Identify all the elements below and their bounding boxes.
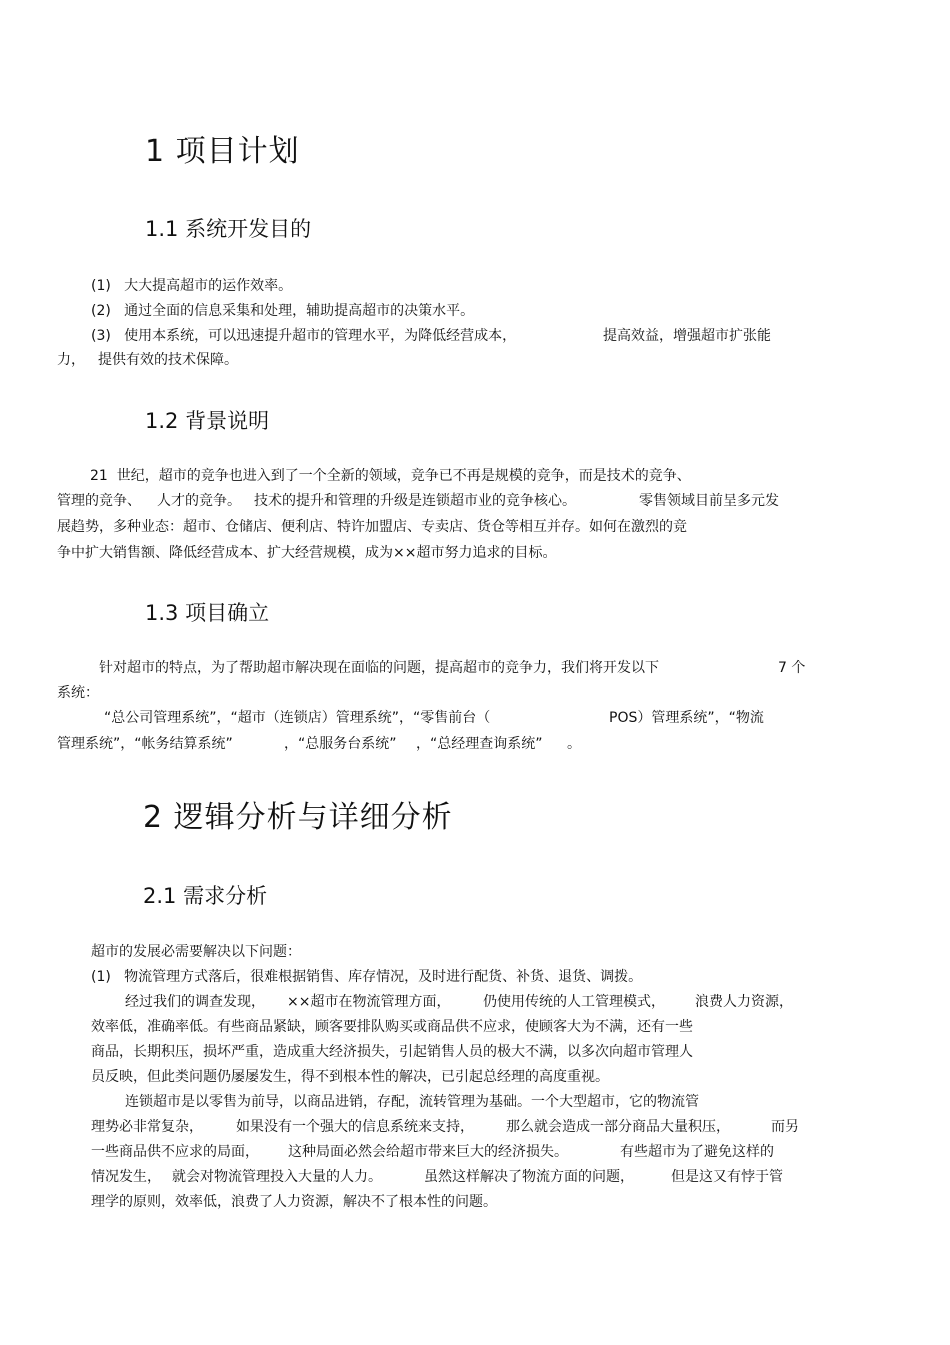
paragraph-line: (3) 使用本系统，可以迅速提升超市的管理水平，为降低经营成本， <box>91 328 517 344</box>
heading-2: 2 逻辑分析与详细分析 <box>143 800 453 835</box>
paragraph-line: 零售领域目前呈多元发 <box>639 493 779 509</box>
paragraph-line: 针对超市的特点，为了帮助超市解决现在面临的问题，提高超市的竞争力，我们将开发以下 <box>99 660 659 676</box>
paragraph-line: 提供有效的技术保障。 <box>98 352 238 368</box>
paragraph-line: 如果没有一个强大的信息系统来支持， <box>236 1119 474 1135</box>
paragraph-line: 这种局面必然会给超市带来巨大的经济损失。 <box>288 1144 568 1160</box>
paragraph-line: (2) 通过全面的信息采集和处理，辅助提高超市的决策水平。 <box>91 303 475 319</box>
paragraph-line: 7 个 <box>778 660 806 676</box>
paragraph-line: ××超市在物流管理方面， <box>287 994 451 1010</box>
paragraph-line: 连锁超市是以零售为前导，以商品进销，存配，流转管理为基础。一个大型超市，它的物流管 <box>125 1094 699 1110</box>
paragraph-line: 一些商品供不应求的局面， <box>91 1144 259 1160</box>
paragraph-line: 仍使用传统的人工管理模式， <box>483 994 665 1010</box>
paragraph-line: 力， <box>57 352 85 368</box>
paragraph-line: 展趋势，多种业态：超市、仓储店、便利店、特许加盟店、专卖店、货仓等相互并存。如何在激烈的竞 <box>57 519 687 535</box>
paragraph-line: 经过我们的调查发现， <box>125 994 265 1010</box>
heading-1-1: 1.1 系统开发目的 <box>145 217 312 241</box>
paragraph-line: ，“总经理查询系统” <box>416 736 543 752</box>
paragraph-line: 情况发生， <box>91 1169 161 1185</box>
paragraph-line: “总公司管理系统”，“超市（连锁店）管理系统”，“零售前台（ <box>104 710 491 726</box>
heading-2-1: 2.1 需求分析 <box>143 884 268 908</box>
paragraph-line: 。 <box>567 736 581 752</box>
paragraph-line: 21 世纪，超市的竞争也进入到了一个全新的领域，竞争已不再是规模的竞争，而是技术的竞争、 <box>90 468 691 484</box>
paragraph-line: 商品，长期积压，损坏严重，造成重大经济损失，引起销售人员的极大不满，以多次向超市管理人 <box>91 1044 693 1060</box>
paragraph-line: 理势必非常复杂， <box>91 1119 203 1135</box>
heading-1: 1 项目计划 <box>145 134 300 169</box>
paragraph-line: 而另 <box>771 1119 799 1135</box>
paragraph-line: 管理系统”，“帐务结算系统” <box>57 736 233 752</box>
paragraph-line: 浪费人力资源， <box>695 994 793 1010</box>
paragraph-line: 员反映，但此类问题仍屡屡发生，得不到根本性的解决，已引起总经理的高度重视。 <box>91 1069 609 1085</box>
paragraph-line: 那么就会造成一部分商品大量积压， <box>506 1119 730 1135</box>
paragraph-line: 虽然这样解决了物流方面的问题， <box>424 1169 634 1185</box>
paragraph-line: 效率低，准确率低。有些商品紧缺，顾客要排队购买或商品供不应求，使顾客大为不满，还有一些 <box>91 1019 693 1035</box>
paragraph-line: 理学的原则，效率低，浪费了人力资源，解决不了根本性的问题。 <box>91 1194 497 1210</box>
paragraph-line: 就会对物流管理投入大量的人力。 <box>172 1169 382 1185</box>
paragraph-line: (1) 大大提高超市的运作效率。 <box>91 278 293 294</box>
paragraph-line: ，“总服务台系统” <box>284 736 397 752</box>
paragraph-line: 人才的竞争。 <box>157 493 241 509</box>
paragraph-line: 管理的竞争、 <box>57 493 141 509</box>
paragraph-line: 超市的发展必需要解决以下问题： <box>91 944 301 960</box>
heading-1-3: 1.3 项目确立 <box>145 601 270 625</box>
paragraph-line: 技术的提升和管理的升级是连锁超市业的竞争核心。 <box>254 493 576 509</box>
paragraph-line: 有些超市为了避免这样的 <box>620 1144 774 1160</box>
paragraph-line: POS）管理系统”，“物流 <box>609 710 764 726</box>
paragraph-line: (1) 物流管理方式落后，很难根据销售、库存情况，及时进行配货、补货、退货、调拨。 <box>91 969 643 985</box>
paragraph-line: 系统： <box>57 685 99 701</box>
paragraph-line: 提高效益，增强超市扩张能 <box>603 328 771 344</box>
paragraph-line: 但是这又有悖于管 <box>671 1169 783 1185</box>
heading-1-2: 1.2 背景说明 <box>145 409 270 433</box>
paragraph-line: 争中扩大销售额、降低经营成本、扩大经营规模，成为××超市努力追求的目标。 <box>57 545 557 561</box>
